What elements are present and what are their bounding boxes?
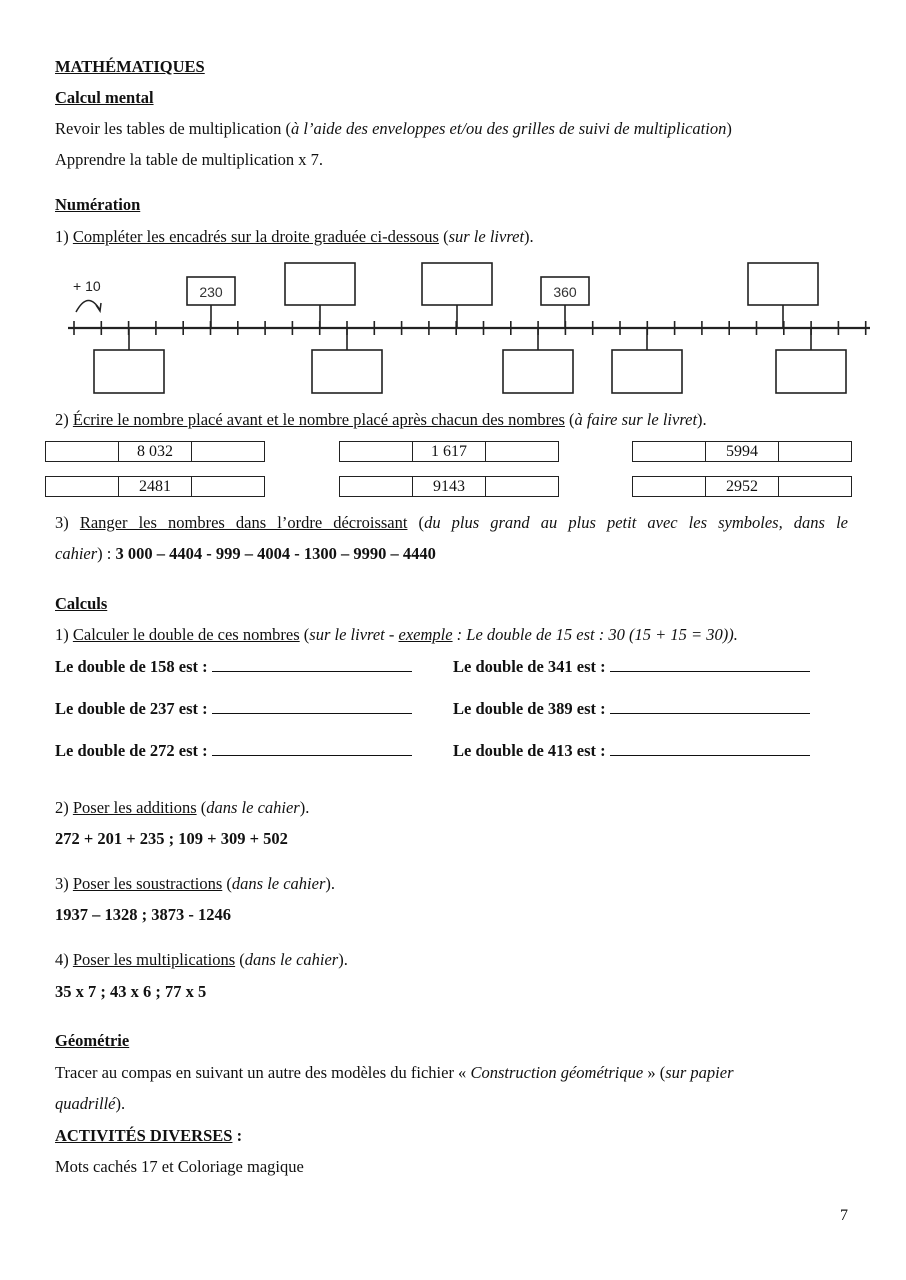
after-cell[interactable]: [779, 442, 852, 462]
calcul-mental-heading: Calcul mental: [55, 88, 154, 107]
number-cell: 2481: [119, 477, 192, 497]
before-after-table: [632, 476, 852, 497]
before-after-table: [632, 441, 852, 462]
calculs-exercise-4: 4) Poser les multiplications (dans le cahier).: [55, 950, 348, 969]
double-line: Le double de 272 est :: [55, 740, 412, 761]
activites-line: Mots cachés 17 et Coloriage magique: [55, 1157, 304, 1176]
before-cell[interactable]: [340, 442, 413, 462]
number-cell: 5994: [706, 442, 779, 462]
page-number: 7: [840, 1207, 848, 1224]
after-cell[interactable]: [192, 442, 265, 462]
before-after-table: [339, 476, 559, 497]
double-line: Le double de 413 est :: [453, 740, 810, 761]
numeration-exercise-1: 1) Compléter les encadrés sur la droite graduée ci-dessous (sur le livret).: [55, 227, 534, 246]
before-cell[interactable]: [633, 442, 706, 462]
activites-heading: ACTIVITÉS DIVERSES :: [55, 1126, 243, 1145]
before-cell[interactable]: [46, 442, 119, 462]
answer-blank[interactable]: [610, 698, 810, 714]
number-cell: 2952: [706, 477, 779, 497]
calculs-heading: Calculs: [55, 594, 108, 613]
double-line: Le double de 389 est :: [453, 698, 810, 719]
calcul-mental-line2: Apprendre la table de multiplication x 7.: [55, 150, 324, 169]
multiplications: 35 x 7 ; 43 x 6 ; 77 x 5: [55, 982, 207, 1001]
soustractions: 1937 – 1328 ; 3873 - 1246: [55, 905, 231, 924]
additions: 272 + 201 + 235 ; 109 + 309 + 502: [55, 829, 288, 848]
calculs-exercise-2: 2) Poser les additions (dans le cahier).: [55, 798, 310, 817]
before-cell[interactable]: [46, 477, 119, 497]
number-cell: 1 617: [413, 442, 486, 462]
double-line: Le double de 158 est :: [55, 656, 412, 677]
after-cell[interactable]: [192, 477, 265, 497]
double-line: Le double de 341 est :: [453, 656, 810, 677]
answer-blank[interactable]: [610, 656, 810, 672]
numeration-heading: Numération: [55, 195, 141, 214]
page-title: MATHÉMATIQUES: [55, 57, 205, 76]
double-line: Le double de 237 est :: [55, 698, 412, 719]
geometrie-line1: Tracer au compas en suivant un autre des modèles du fichier « Construction géométrique » (sur papier: [55, 1063, 734, 1082]
geometrie-line2: quadrillé).: [55, 1094, 126, 1113]
calculs-exercise-3: 3) Poser les soustractions (dans le cahier).: [55, 874, 336, 893]
step-label: + 10: [73, 278, 101, 294]
numeration-exercise-3-line2: cahier) : 3 000 – 4404 - 999 – 4004 - 1300 – 9990 – 4440: [55, 544, 436, 563]
before-cell[interactable]: [633, 477, 706, 497]
before-after-table: [45, 476, 265, 497]
calcul-mental-line1: Revoir les tables de multiplication (à l’aide des enveloppes et/ou des grilles de suivi de multiplication): [55, 119, 732, 138]
before-after-table: [339, 441, 559, 462]
numeration-exercise-2: 2) Écrire le nombre placé avant et le nombre placé après chacun des nombres (à faire sur le livret).: [55, 410, 707, 429]
before-after-table: [45, 441, 265, 462]
answer-blank[interactable]: [212, 656, 412, 672]
answer-blank[interactable]: [212, 740, 412, 756]
after-cell[interactable]: [486, 442, 559, 462]
before-cell[interactable]: [340, 477, 413, 497]
number-cell: 8 032: [119, 442, 192, 462]
calculs-exercise-1: 1) Calculer le double de ces nombres (sur le livret - exemple : Le double de 15 est : 30 (15 + 15 = 30)).: [55, 625, 738, 644]
number-label-230: 230: [199, 284, 223, 300]
after-cell[interactable]: [779, 477, 852, 497]
number-line: [0, 0, 906, 400]
answer-blank[interactable]: [610, 740, 810, 756]
geometrie-heading: Géométrie: [55, 1031, 130, 1050]
after-cell[interactable]: [486, 477, 559, 497]
number-label-360: 360: [553, 284, 577, 300]
numeration-exercise-3-line1: 3) Ranger les nombres dans l’ordre décroissant (du plus grand au plus petit avec les symboles, dans le: [55, 513, 848, 532]
number-cell: 9143: [413, 477, 486, 497]
answer-blank[interactable]: [212, 698, 412, 714]
